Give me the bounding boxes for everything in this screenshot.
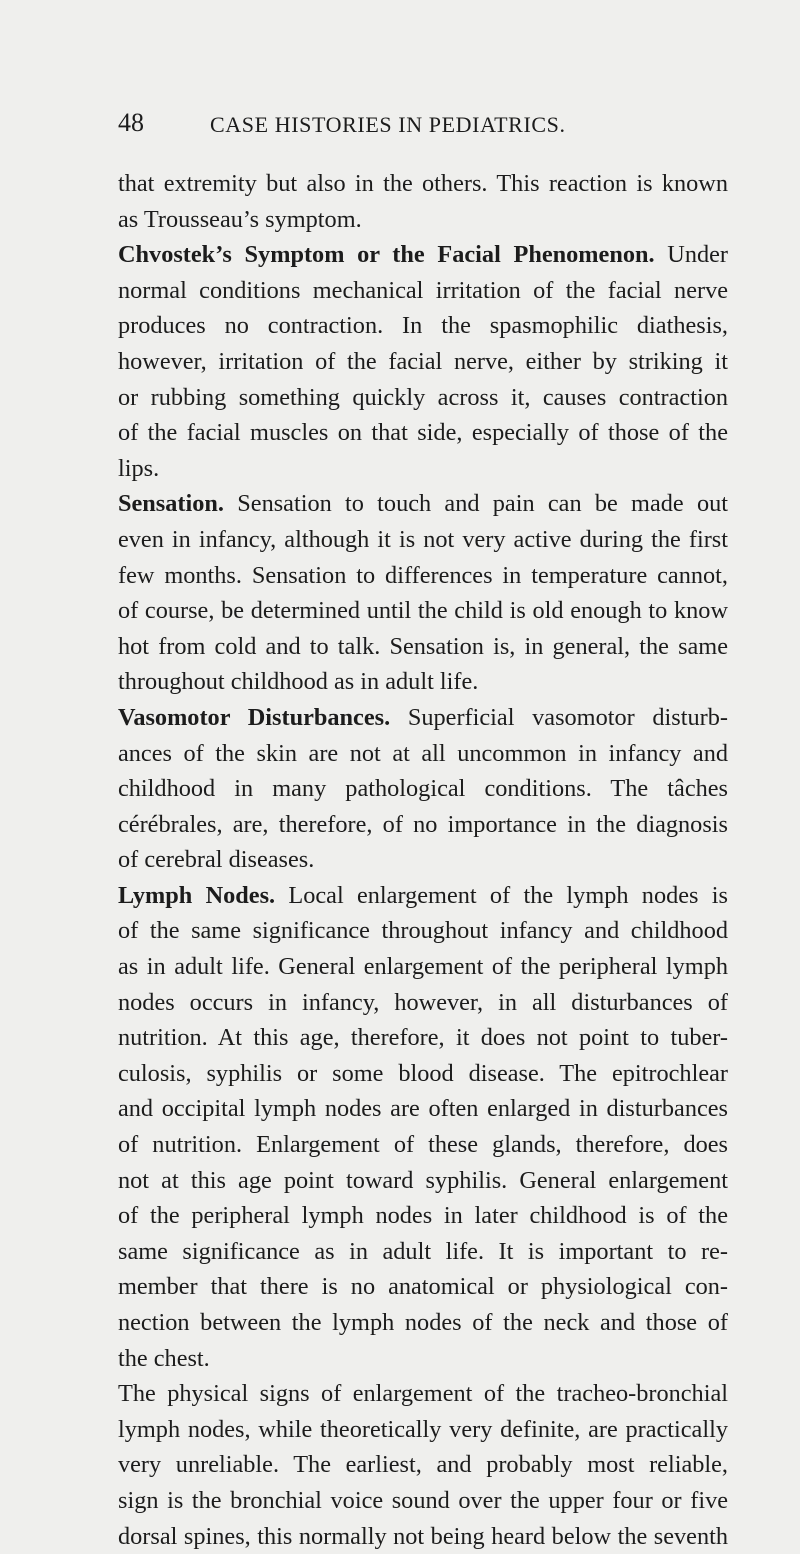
text-line: dorsal spines, this normally not being heard below the seventh: [118, 1522, 728, 1550]
text-line: of course, be determined until the child is old enough to know: [118, 597, 728, 625]
text-line: nodes occurs in infancy, however, in all disturbances of: [118, 988, 728, 1016]
text-line: very unreliable. The earliest, and probably most reliable,: [118, 1451, 728, 1479]
text-line: and occipital lymph nodes are often enlarged in disturbances: [118, 1095, 728, 1123]
text-line: even in infancy, although it is not very active during the first: [118, 525, 728, 553]
text-line: or rubbing something quickly across it, causes contraction: [118, 383, 728, 411]
text-line: throughout childhood as in adult life.: [118, 668, 479, 696]
text-line: produces no contraction. In the spasmophilic diathesis,: [118, 312, 728, 340]
text-line: lips.: [118, 454, 160, 482]
text-line: however, irritation of the facial nerve, either by striking it: [118, 347, 728, 375]
text-line: as Trousseau’s symptom.: [118, 205, 362, 233]
text-line: member that there is no anatomical or physiological con-: [118, 1273, 728, 1301]
text-line: as in adult life. General enlargement of the peripheral lymph: [118, 953, 728, 981]
text-line: Chvostek’s Symptom or the Facial Phenomenon. Under: [118, 241, 729, 269]
text-line: Sensation. Sensation to touch and pain can be made out: [118, 490, 728, 518]
text-line: of nutrition. Enlargement of these glands, therefore, does: [118, 1131, 728, 1159]
text-line: Lymph Nodes. Local enlargement of the lymph nodes is: [118, 881, 728, 909]
text-line: of cerebral diseases.: [118, 846, 315, 874]
text-line: of the same significance throughout infancy and childhood: [118, 917, 728, 945]
text-line: of the peripheral lymph nodes in later childhood is of the: [118, 1202, 728, 1230]
text-line: The physical signs of enlargement of the tracheo-bronchial: [118, 1380, 728, 1408]
text-line: childhood in many pathological conditions. The tâches: [118, 775, 728, 803]
page-number: 48: [118, 108, 144, 137]
text-line: few months. Sensation to differences in temperature cannot,: [118, 561, 728, 589]
text-line: sign is the bronchial voice sound over the upper four or five: [118, 1486, 728, 1514]
section-heading: Lymph Nodes.: [118, 881, 276, 909]
text-line: the chest.: [118, 1344, 210, 1372]
text-line: normal conditions mechanical irritation of the facial nerve: [118, 276, 728, 304]
text-line: ances of the skin are not at all uncommon in infancy and: [118, 739, 728, 767]
text-line: culosis, syphilis or some blood disease. The epitrochlear: [118, 1059, 728, 1087]
text-line: that extremity but also in the others. This reaction is known: [118, 170, 728, 197]
section-heading: Chvostek’s Symptom or the Facial Phenomenon.: [118, 241, 655, 269]
text-line: nection between the lymph nodes of the neck and those of: [118, 1309, 728, 1336]
section-heading: Sensation.: [118, 490, 224, 518]
text-line: of the facial muscles on that side, especially of those of the: [118, 419, 728, 447]
text-line: same significance as in adult life. It is important to re-: [118, 1237, 728, 1265]
text-line: cérébrales, are, therefore, of no importance in the diagnosis: [118, 810, 728, 838]
text-line: Vasomotor Disturbances. Superficial vasomotor disturb-: [118, 703, 728, 731]
body-text: [118, 166, 728, 1554]
text-line: hot from cold and to talk. Sensation is, in general, the same: [118, 632, 728, 660]
page-header: [118, 108, 718, 148]
text-line: nutrition. At this age, therefore, it does not point to tuber-: [118, 1024, 728, 1052]
text-line: not at this age point toward syphilis. General enlargement: [118, 1166, 728, 1194]
running-head: CASE HISTORIES IN PEDIATRICS.: [210, 112, 566, 137]
section-heading: Vasomotor Disturbances.: [118, 703, 391, 731]
text-line: lymph nodes, while theoretically very definite, are practically: [118, 1415, 728, 1443]
